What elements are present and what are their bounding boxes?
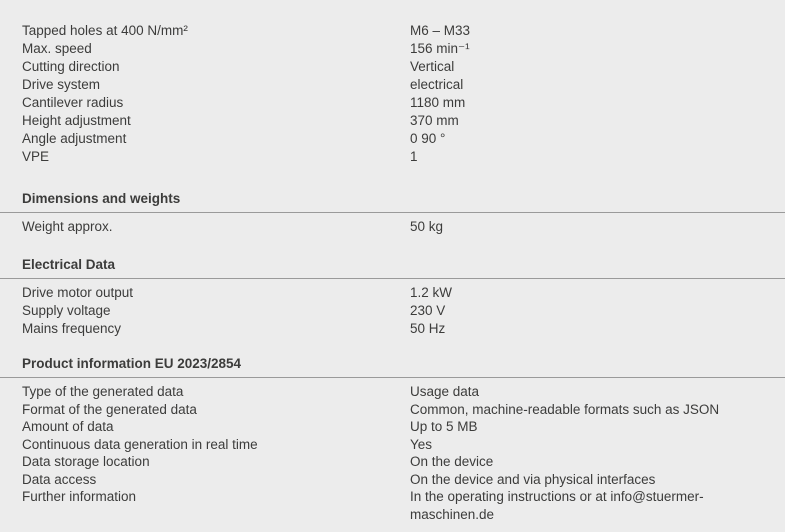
spec-row-cutting-direction bbox=[0, 58, 785, 76]
spec-row-max-speed bbox=[0, 40, 785, 58]
spec-value: Vertical bbox=[410, 59, 455, 74]
spec-value: electrical bbox=[410, 77, 464, 92]
spec-value: Yes bbox=[410, 436, 433, 452]
section-divider bbox=[0, 278, 785, 279]
spec-value: 230 V bbox=[410, 303, 446, 318]
spec-label: Cantilever radius bbox=[22, 95, 124, 110]
spec-value: Usage data bbox=[410, 384, 480, 399]
spec-section-electrical bbox=[0, 256, 785, 338]
spec-value: On the device bbox=[410, 454, 494, 469]
spec-row-realtime-generation bbox=[0, 436, 785, 454]
spec-row-data-access bbox=[0, 471, 785, 489]
spec-label: Data storage location bbox=[22, 454, 150, 469]
spec-row-drive-system bbox=[0, 76, 785, 94]
spec-rows bbox=[0, 22, 785, 166]
spec-value: 50 kg bbox=[410, 219, 444, 234]
spec-label: Tapped holes at 400 N/mm² bbox=[22, 23, 188, 38]
spec-row-angle-adjustment bbox=[0, 130, 785, 148]
spec-label: Angle adjustment bbox=[22, 131, 127, 146]
spec-label: Max. speed bbox=[22, 41, 92, 56]
spec-value: 156 min⁻¹ bbox=[410, 41, 470, 56]
spec-label: Further information bbox=[22, 489, 137, 504]
spec-row-vpe bbox=[0, 148, 785, 166]
spec-row-drive-motor-output bbox=[0, 284, 785, 302]
spec-label: Drive motor output bbox=[22, 285, 134, 300]
spec-label: Format of the generated data bbox=[22, 401, 197, 417]
section-title-product-info: Product information EU 2023/2854 bbox=[22, 356, 242, 371]
spec-label: Cutting direction bbox=[22, 59, 120, 74]
spec-row-data-format bbox=[0, 401, 785, 419]
spec-value: M6 – M33 bbox=[410, 23, 471, 38]
spec-value: 0 90 ° bbox=[410, 131, 446, 146]
spec-row-weight bbox=[0, 218, 785, 236]
spec-row-tapped-holes bbox=[0, 22, 785, 40]
spec-label: Drive system bbox=[22, 77, 101, 92]
spec-label: Weight approx. bbox=[22, 219, 113, 234]
spec-label: Mains frequency bbox=[22, 321, 122, 336]
section-title-electrical: Electrical Data bbox=[22, 257, 116, 272]
spec-label: Type of the generated data bbox=[22, 384, 184, 399]
spec-row-height-adjustment bbox=[0, 112, 785, 130]
spec-label: Data access bbox=[22, 471, 97, 487]
spec-label: Amount of data bbox=[22, 419, 114, 434]
spec-row-supply-voltage bbox=[0, 302, 785, 320]
spec-value: 1180 mm bbox=[410, 95, 466, 110]
spec-rows bbox=[0, 383, 785, 523]
spec-label: Supply voltage bbox=[22, 303, 111, 318]
spec-value: In the operating instructions or at info@stuermer-maschinen.de bbox=[410, 489, 704, 522]
spec-section-product-info bbox=[0, 355, 785, 523]
spec-value: 1 bbox=[410, 149, 418, 164]
spec-section-general bbox=[0, 22, 785, 166]
spec-row-storage-location bbox=[0, 453, 785, 471]
spec-section-dimensions-weights bbox=[0, 190, 785, 236]
spec-value: Common, machine-readable formats such as JSON bbox=[410, 401, 720, 417]
spec-label: VPE bbox=[22, 149, 50, 164]
spec-value: On the device and via physical interfaces bbox=[410, 471, 656, 487]
spec-rows bbox=[0, 218, 785, 236]
spec-label: Continuous data generation in real time bbox=[22, 436, 258, 452]
spec-value: 50 Hz bbox=[410, 321, 446, 336]
section-title-dimensions-weights: Dimensions and weights bbox=[22, 191, 181, 206]
spec-row-data-type bbox=[0, 383, 785, 401]
spec-row-mains-frequency bbox=[0, 320, 785, 338]
spec-value: Up to 5 MB bbox=[410, 419, 478, 434]
spec-row-cantilever-radius bbox=[0, 94, 785, 112]
spec-row-further-information bbox=[0, 488, 785, 523]
spec-value: 370 mm bbox=[410, 113, 459, 128]
section-divider bbox=[0, 212, 785, 213]
spec-label: Height adjustment bbox=[22, 113, 131, 128]
spec-value: 1.2 kW bbox=[410, 285, 453, 300]
section-divider bbox=[0, 377, 785, 378]
spec-row-data-amount bbox=[0, 418, 785, 436]
spec-rows bbox=[0, 284, 785, 338]
